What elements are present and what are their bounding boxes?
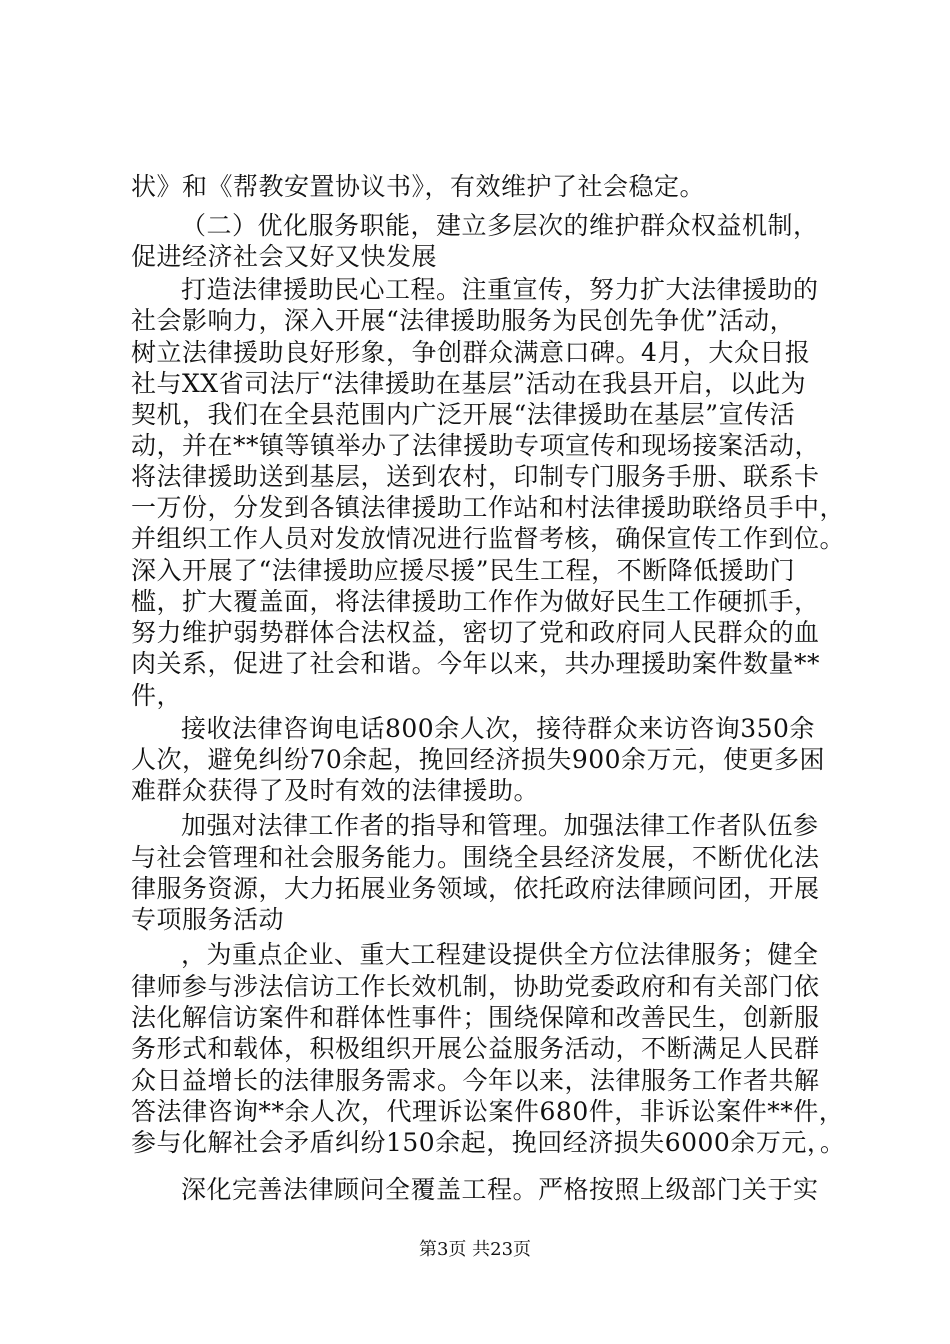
text-line: 契机，我们在全县范围内广泛开展“法律援助在基层”宣传活 (131, 400, 796, 429)
text-line: 打造法律援助民心工程。注重宣传，努力扩大法律援助的 (181, 275, 819, 304)
text-line: 法化解信访案件和群体性事件；围绕保障和改善民生，创新服 (131, 1003, 820, 1032)
text-line: 一万份，分发到各镇法律援助工作站和村法律援助联络员手中， (131, 493, 846, 522)
text-line: 务形式和载体，积极组织开展公益服务活动，不断满足人民群 (131, 1034, 820, 1063)
text-line: 努力维护弱势群体合法权益，密切了党和政府同人民群众的血 (131, 618, 820, 647)
text-line: 律服务资源，大力拓展业务领域，依托政府法律顾问团，开展 (131, 874, 820, 903)
text-line: 参与化解社会矛盾纠纷150余起，挽回经济损失6000余万元，。 (131, 1128, 846, 1157)
text-line: 件， (131, 681, 183, 710)
text-line: 肉关系，促进了社会和谐。今年以来，共办理援助案件数量** (131, 649, 821, 678)
text-line: 律师参与涉法信访工作长效机制，协助党委政府和有关部门依 (131, 972, 820, 1001)
text-line: 接收法律咨询电话800余人次，接待群众来访咨询350余 (181, 714, 815, 743)
text-line: 众日益增长的法律服务需求。今年以来，法律服务工作者共解 (131, 1066, 820, 1095)
text-line: 树立法律援助良好形象，争创群众满意口碑。4月，大众日报 (131, 338, 811, 367)
text-line: 难群众获得了及时有效的法律援助。 (131, 776, 540, 805)
text-line: 社与XX省司法厅“法律援助在基层”活动在我县开启，以此为 (131, 369, 807, 398)
page-footer: 第3页 共23页 (418, 1239, 532, 1260)
text-line: 社会影响力，深入开展“法律援助服务为民创先争优”活动， (131, 306, 796, 335)
text-line: 将法律援助送到基层，送到农村，印制专门服务手册、联系卡 (131, 462, 820, 491)
text-line: 加强对法律工作者的指导和管理。加强法律工作者队伍参 (181, 811, 819, 840)
text-line: ，为重点企业、重大工程建设提供全方位法律服务；健全 (181, 940, 819, 969)
text-line: 人次，避免纠纷70余起，挽回经济损失900余万元，使更多困 (131, 745, 826, 774)
text-line: 动，并在**镇等镇举办了法律援助专项宣传和现场接案活动， (131, 431, 821, 460)
text-line: 深入开展了“法律援助应援尽援”民生工程，不断降低援助门 (131, 556, 796, 585)
text-line: 专项服务活动 (131, 905, 285, 934)
text-line: 状》和《帮教安置协议书》，有效维护了社会稳定。 (131, 172, 706, 201)
text-line: （二）优化服务职能，建立多层次的维护群众权益机制， (181, 211, 819, 240)
text-line: 深化完善法律顾问全覆盖工程。严格按照上级部门关于实 (181, 1175, 819, 1204)
text-line: 槛，扩大覆盖面，将法律援助工作作为做好民生工作硬抓手， (131, 587, 820, 616)
text-line: 促进经济社会又好又快发展 (131, 242, 438, 271)
text-line: 与社会管理和社会服务能力。围绕全县经济发展，不断优化法 (131, 843, 820, 872)
text-line: 并组织工作人员对发放情况进行监督考核，确保宣传工作到位。 (131, 524, 846, 553)
text-line: 答法律咨询**余人次，代理诉讼案件680件，非诉讼案件**件， (131, 1097, 845, 1126)
